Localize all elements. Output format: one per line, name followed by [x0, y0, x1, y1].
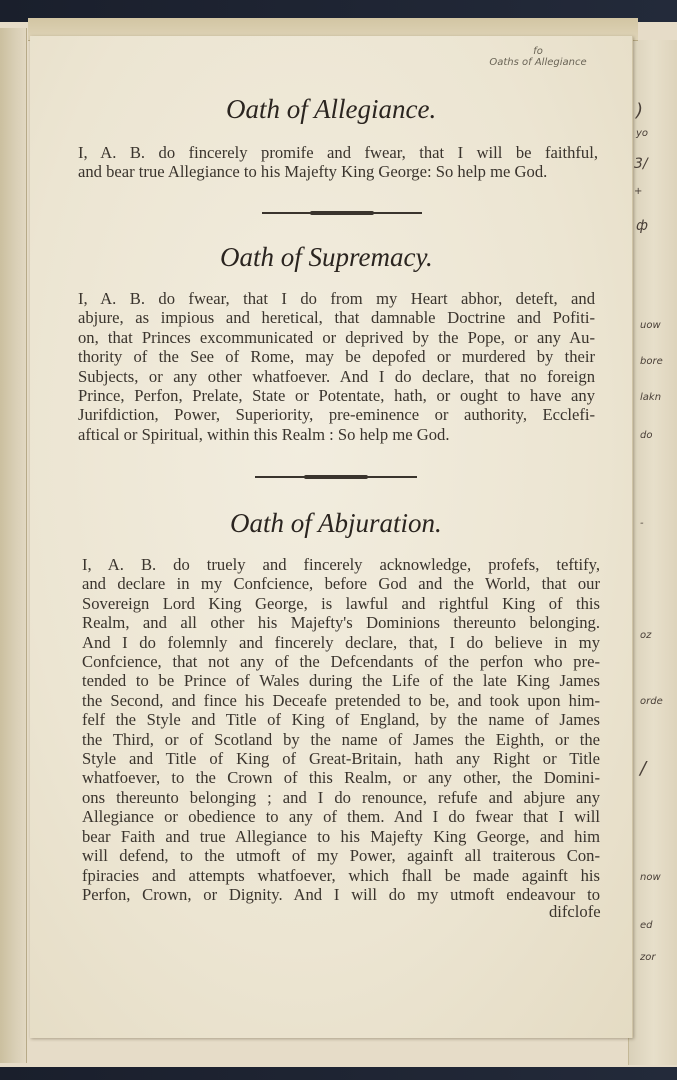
- text-line: Allegiance or obedience to any of them. And I do fwear that I will: [82, 807, 600, 827]
- text-line: ons thereunto belonging ; and I do renounce, refufe and abjure any: [82, 787, 600, 807]
- text-oath-allegiance: [78, 143, 598, 182]
- text-line: Sovereign Lord King George, is lawful and rightful King of this: [82, 593, 600, 613]
- text-line: And I do folemnly and fincerely declare, that, I do believe in my: [82, 632, 600, 652]
- divider-rule: [262, 212, 422, 214]
- left-binding-board: [0, 28, 27, 1063]
- text-line: Subjects, or any other whatfoever. And I do declare, that no foreign: [78, 366, 595, 386]
- heading-oath-abjuration: Oath of Abjuration.: [230, 508, 442, 538]
- text-line: the Second, and fince his Deceafe pretended to be, and took upon him-: [82, 690, 600, 710]
- divider-rule: [255, 476, 417, 478]
- text-line: and bear true Allegiance to his Majefty King George: So help me God.: [78, 162, 548, 182]
- text-line: the Third, or of Scotland by the name of James the Eighth, or the: [82, 729, 600, 749]
- catchword: difclofe: [549, 902, 601, 921]
- text-line: Perfon, Crown, or Dignity. And I will do my utmoft endeavour to: [82, 884, 600, 904]
- text-line: I, A. B. do fwear, that I do from my Heart abhor, deteft, and: [78, 289, 595, 308]
- text-line: fpiracies and attempts whatfoever, which fhall be made againft his: [82, 865, 600, 885]
- pencil-annotation: [478, 46, 598, 68]
- annotation-line-1: fo: [533, 46, 543, 57]
- annotation-line-2: Oaths of Allegiance: [489, 57, 587, 68]
- text-line: Jurifdiction, Power, Superiority, pre-eminence or authority, Ecclefi-: [78, 405, 595, 425]
- text-line: Realm, and all other his Majefty's Dominions thereunto belonging.: [82, 613, 600, 633]
- heading-oath-allegiance: Oath of Allegiance.: [226, 94, 437, 124]
- text-line: Confcience, that not any of the Defcendants of the perfon who pre-: [82, 652, 600, 672]
- text-line: Prince, Perfon, Prelate, State or Potentate, hath, or ought to have any: [78, 386, 595, 406]
- text-line: tended to be Prince of Wales during the Life of the late King James: [82, 671, 600, 691]
- text-line: felf the Style and Title of King of England, by the name of James: [82, 710, 600, 730]
- text-line: I, A. B. do truely and fincerely acknowledge, profefs, teftify,: [82, 555, 600, 574]
- text-line: abjure, as impious and heretical, that damnable Doctrine and Pofiti-: [78, 308, 595, 328]
- text-line: on, that Princes excommunicated or deprived by the Pope, or any Au-: [78, 327, 595, 347]
- heading-oath-supremacy: Oath of Supremacy.: [220, 242, 433, 272]
- text-oath-supremacy: [78, 289, 595, 444]
- text-line: whatfoever, to the Crown of this Realm, or any other, the Domini-: [82, 768, 600, 788]
- text-line: and declare in my Confcience, before God and the World, that our: [82, 574, 600, 594]
- text-line: Style and Title of King of Great-Britain, hath any Right or Title: [82, 749, 600, 769]
- text-line: thority of the See of Rome, may be depofed or murdered by their: [78, 347, 595, 367]
- text-line: bear Faith and true Allegiance to his Majefty King George, and him: [82, 826, 600, 846]
- text-line: will defend, to the utmoft of my Power, againft all traiterous Con-: [82, 846, 600, 866]
- text-oath-abjuration: [82, 555, 600, 904]
- text-line: I, A. B. do fincerely promife and fwear, that I will be faithful,: [78, 143, 598, 162]
- text-line: aftical or Spiritual, within this Realm : So help me God.: [78, 424, 450, 444]
